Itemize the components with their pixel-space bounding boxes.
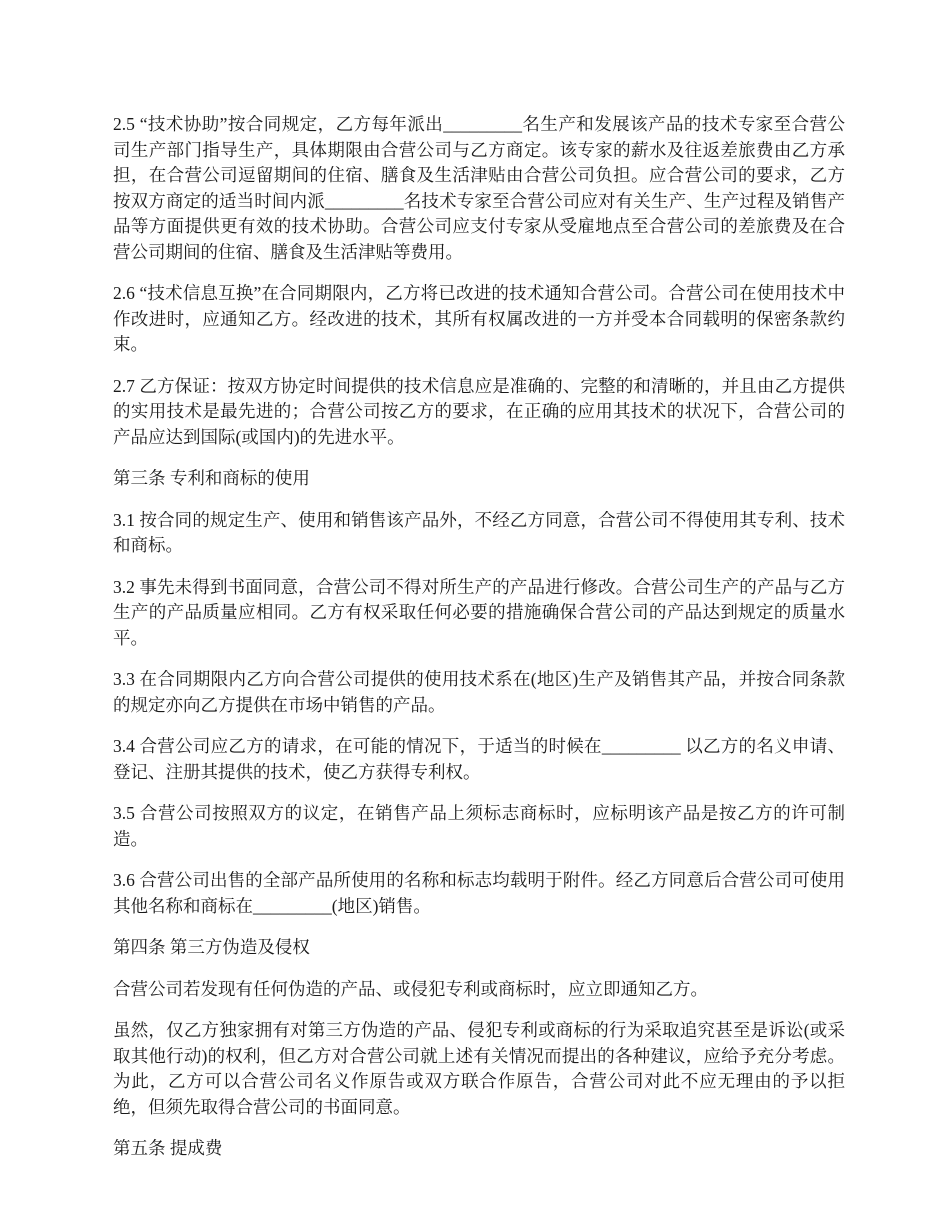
article-4-paragraph-2: 虽然，仅乙方独家拥有对第三方伪造的产品、侵犯专利或商标的行为采取追究甚至是诉讼(或采取其他行动)的权利，但乙方对合营公司就上述有关情况而提出的各种建议，应给予充分考虑。为此，乙方可以合营公司名义作原告或双方联合作原告，合营公司对此不应无理由的予以拒绝，但须先取得合营公司的书面同意。 [113,1020,845,1117]
article-3-heading: 第三条 专利和商标的使用 [113,468,310,488]
clause-2-6: 2.6 “技术信息互换”在合同期限内，乙方将已改进的技术通知合营公司。合营公司在使用技术中作改进时，应通知乙方。经改进的技术，其所有权属改进的一方并受本合同载明的保密条款约束。 [113,283,845,354]
document-page [113,112,845,1178]
clause-3-2: 3.2 事先未得到书面同意，合营公司不得对所生产的产品进行修改。合营公司生产的产品与乙方生产的产品质量应相同。乙方有权采取任何必要的措施确保合营公司的产品达到规定的质量水平。 [113,576,845,648]
clause-3-6: 3.6 合营公司出售的全部产品所使用的名称和标志均载明于附件。经乙方同意后合营公司可使用其他名称和商标在_________(地区)销售。 [113,870,845,916]
clause-2-7: 2.7 乙方保证：按双方协定时间提供的技术信息应是准确的、完整的和清晰的，并且由乙方提供的实用技术是最先进的；合营公司按乙方的要求，在正确的应用其技术的状况下，合营公司的产品应达到国际(或国内)的先进水平。 [113,375,845,447]
clause-3-5: 3.5 合营公司按照双方的议定，在销售产品上须标志商标时，应标明该产品是按乙方的许可制造。 [113,803,845,849]
clause-3-4: 3.4 合营公司应乙方的请求，在可能的情况下，于适当的时候在_________ 以乙方的名义申请、登记、注册其提供的技术，使乙方获得专利权。 [113,736,845,782]
clause-2-5: 2.5 “技术协助”按合同规定，乙方每年派出_________名生产和发展该产品的技术专家至合营公司生产部门指导生产，具体期限由合营公司与乙方商定。该专家的薪水及往返差旅费由乙方承担，在合营公司逗留期间的住宿、膳食及生活津贴由合营公司负担。应合营公司的要求，乙方按双方商定的适当时间内派_________名技术专家至合营公司应对有关生产、生产过程及销售产品等方面提供更有效的技术协助。合营公司应支付专家从受雇地点至合营公司的差旅费及在合营公司期间的住宿、膳食及生活津贴等费用。 [113,114,845,262]
article-4-heading: 第四条 第三方伪造及侵权 [113,937,310,957]
clause-3-3: 3.3 在合同期限内乙方向合营公司提供的使用技术系在(地区)生产及销售其产品，并按合同条款的规定亦向乙方提供在市场中销售的产品。 [113,669,845,715]
article-5-heading: 第五条 提成费 [113,1138,223,1158]
article-4-paragraph-1: 合营公司若发现有任何伪造的产品、或侵犯专利或商标时，应立即通知乙方。 [113,978,708,999]
clause-3-1: 3.1 按合同的规定生产、使用和销售该产品外，不经乙方同意，合营公司不得使用其专利、技术和商标。 [113,509,845,555]
